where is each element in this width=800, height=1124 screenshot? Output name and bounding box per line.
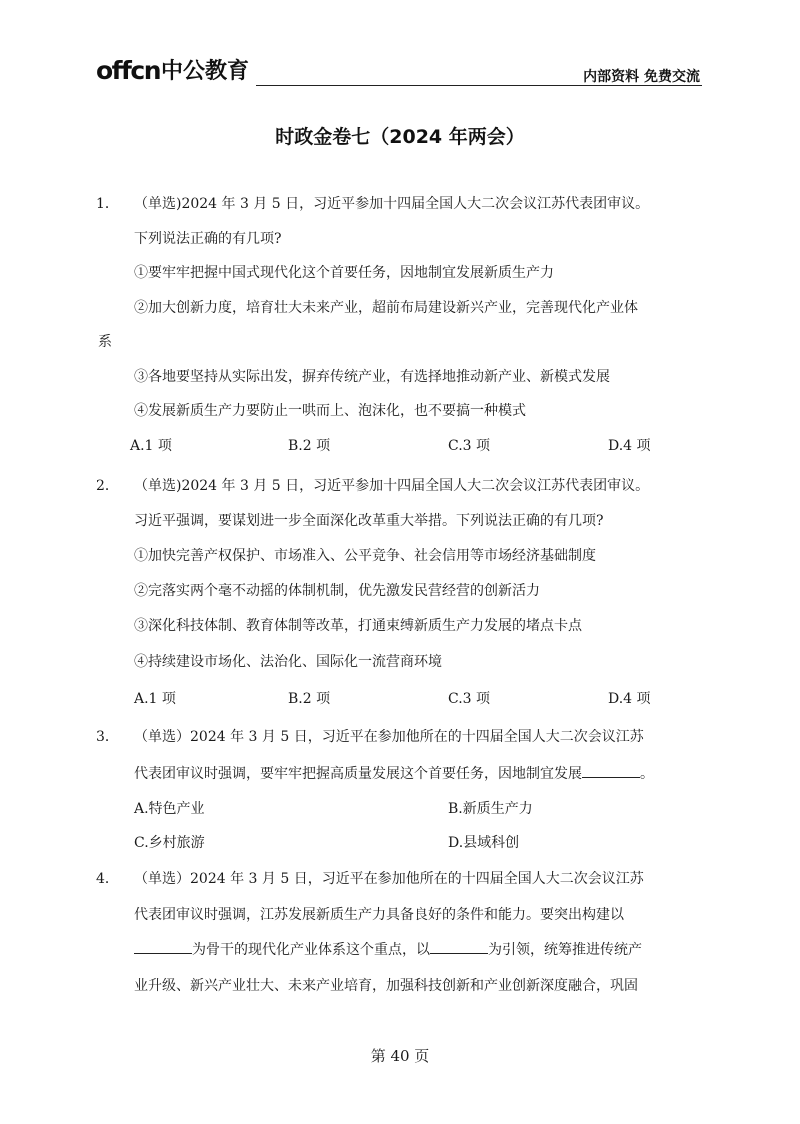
- question-stem-line: 代表团审议时强调，江苏发展新质生产力具备良好的条件和能力。要突出构建以: [134, 907, 624, 923]
- choice-b: B.2 项: [288, 691, 331, 707]
- choice-d: D.县域科创: [448, 835, 520, 851]
- statement-item: ①要牢牢把握中国式现代化这个首要任务，因地制宜发展新质生产力: [134, 265, 554, 281]
- statement-item-wrap: 系: [98, 334, 112, 350]
- question-stem-tail: 。: [640, 766, 654, 782]
- question-stem-text: 代表团审议时强调，要牢牢把握高质量发展这个首要任务，因地制宜发展: [134, 766, 582, 782]
- question-stem-text: 为引领，统筹推进传统产: [488, 942, 642, 958]
- answer-blank: [430, 941, 488, 954]
- page-title: 时政金卷七（2024 年两会）: [275, 126, 525, 148]
- question-stem-line: （单选）2024 年 3 月 5 日，习近平在参加他所在的十四届全国人大二次会议江苏: [134, 871, 644, 887]
- choice-b: B.新质生产力: [448, 801, 533, 817]
- choice-d: D.4 项: [608, 438, 651, 454]
- question-stem-line: 业升级、新兴产业壮大、未来产业培育，加强科技创新和产业创新深度融合，巩固: [134, 978, 638, 994]
- question-stem-line: 习近平强调，要谋划进一步全面深化改革重大举措。下列说法正确的有几项?: [134, 513, 604, 529]
- question-stem-text: 为骨干的现代化产业体系这个重点，以: [192, 942, 430, 958]
- question-stem-line: （单选）2024 年 3 月 5 日，习近平在参加他所在的十四届全国人大二次会议江苏: [134, 729, 644, 745]
- offcn-logo: [96, 58, 249, 83]
- choice-b: B.2 项: [288, 438, 331, 454]
- choice-a: A.特色产业: [134, 801, 205, 817]
- page-number: 第 40 页: [370, 1047, 430, 1065]
- statement-item: ②加大创新力度，培育壮大未来产业，超前布局建设新兴产业，完善现代化产业体: [134, 300, 638, 316]
- statement-item: ③各地要坚持从实际出发，摒弃传统产业，有选择地推动新产业、新模式发展: [134, 369, 610, 385]
- question-stem-line-with-blank: [134, 764, 654, 784]
- choice-c: C.3 项: [448, 691, 491, 707]
- logo-latin-text: offcn: [96, 56, 161, 85]
- question-stem-line: 下列说法正确的有几项?: [134, 231, 282, 247]
- header-right-text: 内部资料 免费交流: [583, 69, 700, 85]
- question-stem-line: （单选)2024 年 3 月 5 日，习近平参加十四届全国人大二次会议江苏代表团审议。: [134, 478, 650, 494]
- question-stem-line: （单选)2024 年 3 月 5 日，习近平参加十四届全国人大二次会议江苏代表团审议。: [134, 196, 650, 212]
- statement-item: ③深化科技体制、教育体制等改革，打通束缚新质生产力发展的堵点卡点: [134, 618, 582, 634]
- statement-item: ②完落实两个毫不动摇的体制机制，优先激发民营经营的创新活力: [134, 583, 540, 599]
- page-header: [0, 0, 800, 100]
- logo-chinese-text: 中公教育: [161, 59, 250, 84]
- choice-c: C.3 项: [448, 438, 491, 454]
- choice-a: A.1 项: [130, 438, 172, 454]
- choice-d: D.4 项: [608, 691, 651, 707]
- answer-blank: [134, 941, 192, 954]
- statement-item: ④持续建设市场化、法治化、国际化一流营商环境: [134, 654, 442, 670]
- answer-blank: [582, 765, 640, 778]
- question-number: 1．: [96, 196, 119, 212]
- question-number: 3．: [96, 729, 119, 745]
- statement-item: ④发展新质生产力要防止一哄而上、泡沫化，也不要搞一种模式: [134, 403, 526, 419]
- question-number: 2．: [96, 478, 119, 494]
- choice-a: A.1 项: [134, 691, 176, 707]
- question-stem-line-with-blanks: [134, 940, 642, 960]
- question-number: 4．: [96, 871, 119, 887]
- statement-item: ①加快完善产权保护、市场准入、公平竞争、社会信用等市场经济基础制度: [134, 548, 596, 564]
- choice-c: C.乡村旅游: [134, 835, 205, 851]
